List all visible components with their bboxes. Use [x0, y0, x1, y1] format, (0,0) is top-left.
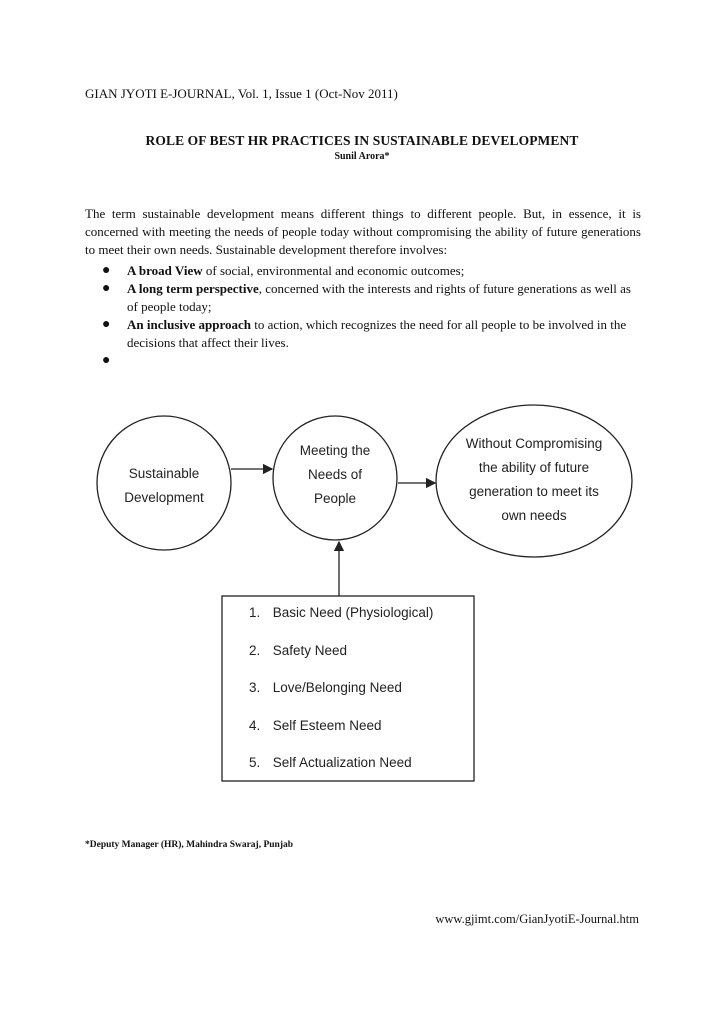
needs-label: Self Esteem Need	[272, 717, 382, 733]
node2-line2: Needs of	[307, 467, 363, 482]
bullet-text: to action, which recognizes the need for all people to be involved in the decisions that affect their lives.	[127, 317, 627, 350]
node3-line1: Without Compromising	[465, 436, 603, 451]
intro-paragraph: The term sustainable development means different things to different people. But, in essence, it is concerned with meeting the needs of people today without compromising the ability of future generations to meet their own needs. Sustainable development therefore involves:	[85, 206, 641, 257]
needs-num: 3.	[249, 680, 261, 695]
node1-line1: Sustainable	[128, 466, 200, 481]
article-title: ROLE OF BEST HR PRACTICES IN SUSTAINABLE DEVELOPMENT	[145, 133, 579, 148]
node2-line3: People	[313, 491, 357, 506]
needs-list-item	[249, 680, 433, 718]
needs-list-item	[249, 718, 433, 756]
needs-num: 2.	[249, 642, 261, 658]
needs-list-item	[249, 643, 433, 681]
bullet-text: , concerned with the interests and rights of future generations as well as of people today;	[127, 281, 631, 314]
bullet-icon: ●	[102, 281, 111, 296]
node-without-compromising	[436, 405, 632, 557]
needs-num: 5.	[249, 755, 261, 770]
bullet-icon: ●	[102, 353, 111, 368]
bullet-text: of social, environmental and economic outcomes;	[202, 263, 465, 278]
node3-line3: generation to meet its	[469, 484, 599, 499]
node1-line2: Development	[124, 490, 204, 505]
needs-list	[249, 605, 433, 793]
bullet-icon: ●	[102, 263, 111, 278]
needs-num: 4.	[249, 717, 261, 733]
footnote: *Deputy Manager (HR), Mahindra Swaraj, Punjab	[85, 840, 294, 850]
needs-label: Safety Need	[272, 642, 348, 658]
node2-line1: Meeting the	[299, 443, 371, 458]
needs-label: Love/Belonging Need	[272, 680, 402, 695]
footer-url[interactable]: www.gjimt.com/GianJyotiE-Journal.htm	[435, 912, 639, 926]
node-sustainable-development	[97, 416, 231, 550]
needs-label: Basic Need (Physiological)	[272, 605, 434, 620]
bullet-icon: ●	[102, 317, 111, 332]
needs-list-item	[249, 605, 433, 643]
bullet-bold: A long term perspective	[127, 281, 259, 296]
bullet-bold: A broad View	[127, 263, 203, 278]
bullet-bold: An inclusive approach	[127, 317, 252, 332]
journal-header: GIAN JYOTI E-JOURNAL, Vol. 1, Issue 1 (Oct-Nov 2011)	[85, 86, 398, 101]
node3-line4: own needs	[501, 508, 567, 523]
needs-label: Self Actualization Need	[272, 755, 412, 770]
needs-list-item	[249, 755, 433, 793]
node3-line2: the ability of future	[478, 460, 590, 475]
article-author: Sunil Arora*	[334, 151, 390, 162]
needs-num: 1.	[249, 605, 261, 620]
